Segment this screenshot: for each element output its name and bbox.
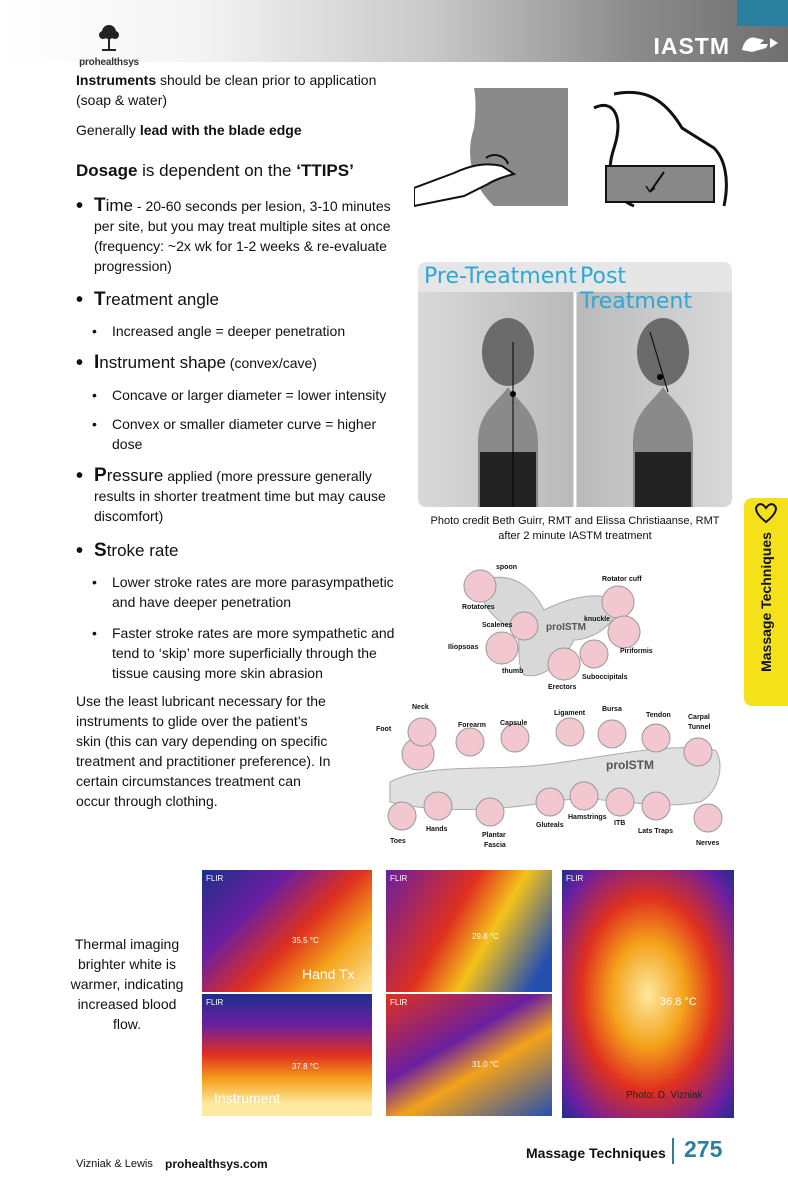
label-tendon: Tendon — [646, 712, 671, 719]
patient-figures — [418, 292, 732, 507]
generally-text: Generally — [76, 122, 140, 138]
instruments-bold: Instruments — [76, 72, 157, 88]
bullet-dot: • — [76, 540, 84, 562]
label-hands: Hands — [426, 826, 448, 833]
sub-instrument-convex — [92, 414, 402, 456]
stroke-letter: S — [94, 540, 107, 561]
instrument-word: nstrument shape — [99, 353, 226, 372]
bullet-stroke-rate — [76, 541, 396, 567]
sub-stroke-faster — [92, 623, 402, 685]
footer-divider — [672, 1138, 674, 1164]
stroke-word: troke rate — [106, 541, 179, 560]
thermal-instrument-closeup — [386, 994, 552, 1116]
bullet-dot: • — [76, 352, 84, 374]
bullet-instrument-shape — [76, 353, 396, 379]
label-neck: Neck — [412, 704, 429, 711]
thermal-hand-closeup — [386, 870, 552, 992]
ttips-text: ‘TTIPS’ — [296, 161, 354, 180]
flir-logo: FLIR — [206, 998, 224, 1007]
pre-treatment-label: Pre-Treatment — [424, 264, 577, 289]
thermal-instrument — [202, 994, 372, 1116]
label-itb: ITB — [614, 820, 626, 827]
pressure-text: applied (more pressure generally results in shorter treatment time but may cause discomfort) — [94, 468, 386, 524]
label-carpal: Carpal — [688, 714, 710, 721]
temp-reading-5: 31.0 °C — [472, 1060, 499, 1069]
label-suboccipitals: Suboccipitals — [582, 674, 628, 681]
tool1-diagram — [444, 560, 664, 695]
label-tunnel: Tunnel — [688, 724, 711, 731]
stroke-sub1-text: Lower stroke rates are more parasympathetic and have deeper penetration — [112, 574, 394, 610]
erectors-thumb — [548, 648, 580, 680]
bullet-dot: • — [76, 465, 84, 487]
thermal-photo-credit: Photo: D. Vizniak — [626, 1090, 703, 1101]
treatment-letter: T — [94, 289, 106, 310]
label-nerves: Nerves — [696, 840, 720, 847]
photo-credit-line2: after 2 minute IASTM treatment — [498, 530, 652, 542]
footer-website[interactable]: prohealthsys.com — [165, 1157, 268, 1171]
flir-logo: FLIR — [206, 874, 224, 883]
side-tab-label — [744, 498, 788, 706]
flir-logo: FLIR — [390, 874, 408, 883]
tool2-shape — [370, 702, 730, 852]
label-bursa: Bursa — [602, 706, 622, 713]
label-gluteals: Gluteals — [536, 822, 564, 829]
flir-logo: FLIR — [566, 874, 584, 883]
pressure-word: ressure — [106, 466, 164, 485]
logo — [74, 22, 144, 68]
label-knuckle: knuckle — [584, 616, 611, 623]
time-text: - 20-60 seconds per lesion, 3-10 minutes per site, but you may treat multiple sites at once (frequency: ~2x wk for 1-2 weeks & re-evaluate progression) — [94, 198, 391, 274]
tool2-diagram — [370, 702, 730, 852]
footer-section-name: Massage Techniques — [526, 1145, 666, 1161]
sub-stroke-lower — [92, 572, 402, 614]
label-iliopsoas: Iliopsoas — [448, 644, 479, 651]
label-capsule: Capsule — [500, 720, 528, 727]
photo-credit — [418, 514, 732, 544]
sub-bullet-dot: • — [92, 625, 97, 641]
label-lats-traps: Lats Traps — [638, 828, 674, 835]
bullet-pressure — [76, 466, 396, 528]
label-spoon: spoon — [496, 564, 517, 571]
sub-treatment — [92, 321, 402, 343]
instruments-rest: should be clean prior to application — [156, 72, 377, 88]
tool2-brand: proISTM — [606, 758, 654, 772]
instrument-label: Instrument — [214, 1090, 281, 1106]
instrument-paren: (convex/cave) — [225, 355, 317, 371]
iliopsoas-thumb — [486, 632, 518, 664]
instruments-line2: (soap & water) — [76, 92, 168, 108]
temp-reading-2: 29.8 °C — [472, 932, 499, 941]
sub-bullet-dot: • — [92, 323, 97, 339]
bullet-time-text — [94, 196, 394, 276]
section-title: IASTM — [653, 33, 730, 59]
blade-edge-text: lead with the blade edge — [139, 122, 302, 138]
blade-paragraph — [76, 120, 406, 140]
bullet-treatment-angle — [76, 290, 396, 316]
label-forearm: Forearm — [458, 722, 487, 729]
bullet-dot: • — [76, 289, 84, 311]
treatment-sub-text: Increased angle = deeper penetration — [112, 323, 346, 339]
dosage-bold: Dosage — [76, 161, 138, 180]
photo-credit-line1: Photo credit Beth Guirr, RMT and Elissa Christiaanse, RMT — [430, 515, 720, 527]
rotator-cuff-thumb — [602, 586, 634, 618]
label-rotator-cuff: Rotator cuff — [602, 576, 642, 583]
label-erectors: Erectors — [548, 684, 577, 691]
piriformis-thumb — [608, 616, 640, 648]
instruments-paragraph — [76, 70, 406, 110]
label-scalenes: Scalenes — [482, 622, 513, 629]
temp-reading-3: 36.8 °C — [660, 996, 697, 1008]
bullet-time — [76, 196, 396, 278]
instrument-sub2-text: Convex or smaller diameter curve = higher dose — [112, 416, 377, 452]
label-hamstrings: Hamstrings — [568, 814, 607, 821]
pressure-letter: P — [94, 465, 107, 486]
tool1-brand: proISTM — [546, 622, 586, 633]
sub-bullet-dot: • — [92, 574, 97, 590]
bullet-treatment-text — [94, 290, 394, 310]
header-accent — [737, 0, 788, 26]
scalenes-thumb — [510, 612, 538, 640]
bullet-pressure-text — [94, 466, 394, 526]
time-letter: T — [94, 195, 106, 216]
label-toes: Toes — [390, 838, 406, 845]
temp-reading-4: 37.8 °C — [292, 1062, 319, 1071]
sub-bullet-dot: • — [92, 416, 97, 432]
rotatores-thumb — [464, 570, 496, 602]
sub-instrument-concave — [92, 385, 402, 407]
pre-post-photo — [418, 262, 732, 507]
label-foot: Foot — [376, 726, 392, 733]
instrument-sub1-text: Concave or larger diameter = lower intensity — [112, 387, 387, 403]
label-ligament: Ligament — [554, 710, 586, 717]
thermal-hand-tx — [202, 870, 372, 992]
temp-reading-1: 35.5 °C — [292, 936, 319, 945]
sub-bullet-dot: • — [92, 387, 97, 403]
stroke-sub2-text: Faster stroke rates are more sympathetic and tend to ‘skip’ more superficially through the tissue causing more skin abrasion — [112, 625, 395, 681]
dosage-rest: is dependent on the — [137, 161, 297, 180]
bullet-stroke-text — [94, 541, 394, 561]
label-fascia: Fascia — [484, 842, 506, 849]
technique-illustration — [414, 88, 732, 214]
bullet-dot: • — [76, 195, 84, 217]
footer-authors: Vizniak & Lewis — [76, 1158, 153, 1170]
thermal-back — [562, 870, 734, 1118]
treatment-word: reatment angle — [105, 290, 220, 309]
tree-logo-icon — [94, 22, 124, 52]
thermal-caption: Thermal imaging brighter white is warmer, indicating increased blood flow. — [70, 936, 184, 1032]
hand-icon — [738, 30, 784, 56]
page-number: 275 — [684, 1136, 723, 1162]
flir-logo: FLIR — [390, 998, 408, 1007]
bullet-instrument-text — [94, 353, 394, 373]
logo-text: prohealthsys — [79, 57, 139, 68]
label-piriformis: Piriformis — [620, 648, 653, 655]
instrument-letter: I — [94, 352, 100, 373]
side-tab-text: Massage Techniques — [758, 532, 775, 672]
hand-tx-label: Hand Tx — [302, 966, 355, 982]
label-rotatores: Rotatores — [462, 604, 495, 611]
suboccipitals-thumb — [580, 640, 608, 668]
post-treatment-label: Post Treatment — [580, 264, 692, 314]
lubricant-paragraph: Use the least lubricant necessary for the instruments to glide over the patient’s skin (this can vary depending on specific treatment and practitioner preference). In certain circumstances treatment can occur through clothing. — [76, 693, 331, 809]
label-plantar: Plantar — [482, 832, 506, 839]
label-thumb: thumb — [502, 668, 524, 675]
time-word: ime — [105, 196, 134, 215]
dosage-heading — [76, 161, 406, 181]
